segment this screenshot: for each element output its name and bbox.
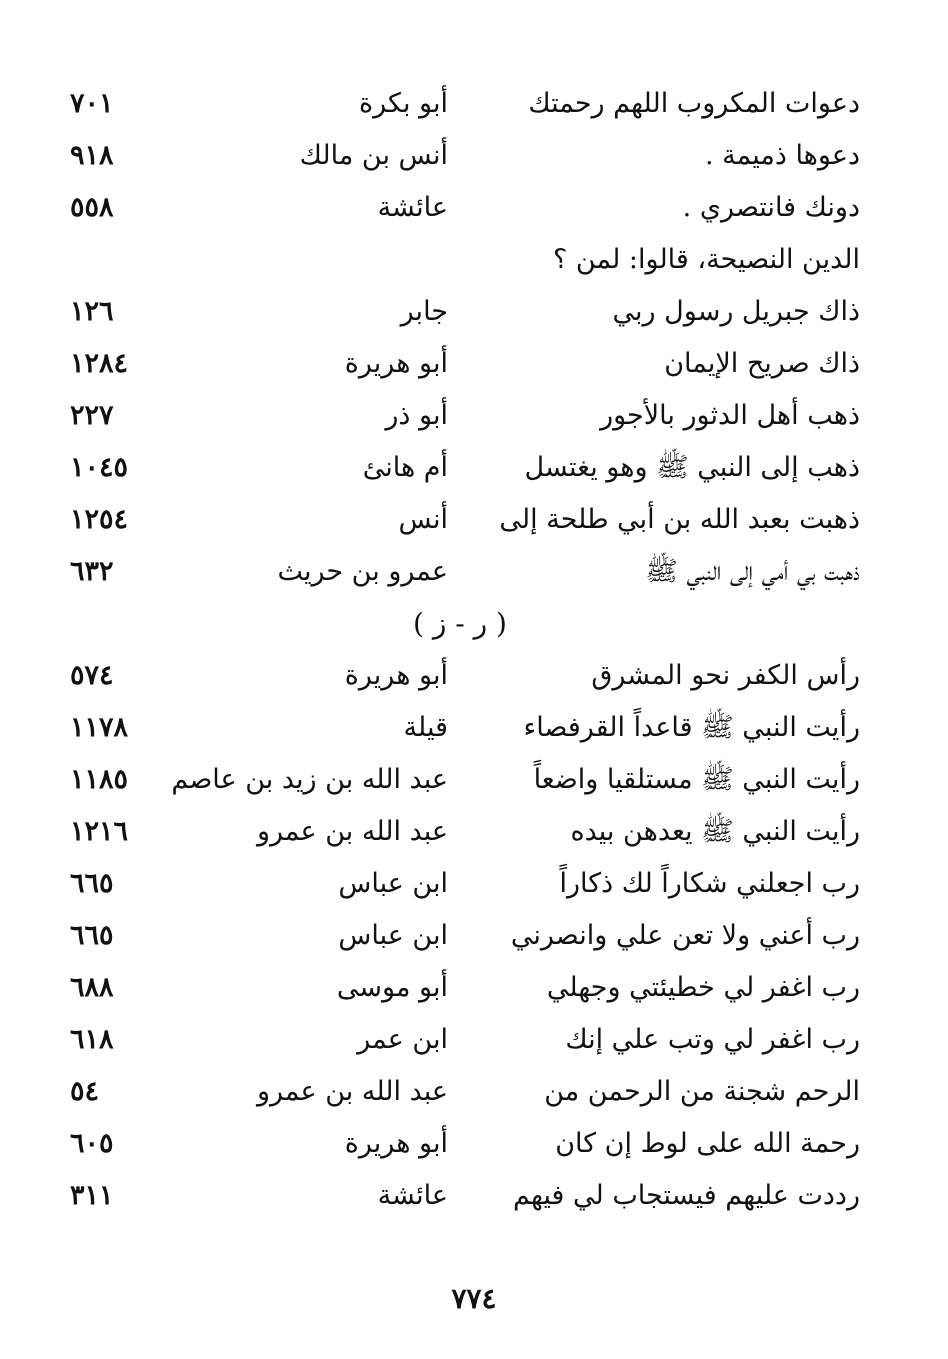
index-table	[60, 78, 860, 1222]
hadith-text: ذاك جبريل رسول ربي	[612, 296, 860, 327]
hadith-text: رب أعني ولا تعن علي وانصرني	[510, 920, 860, 951]
table-row	[60, 806, 860, 858]
hadith-text: رب اغفر لي وتب علي إنك	[565, 1024, 860, 1055]
hadith-text: ذهبت بي أمي إلى النبي ﷺ	[645, 556, 860, 587]
hadith-number: ٦٦٥	[70, 868, 114, 899]
narrator: عبد الله بن زيد بن عاصم	[171, 764, 448, 795]
hadith-text: رأيت النبي ﷺ قاعداً القرفصاء	[523, 712, 860, 743]
table-row	[60, 494, 860, 546]
narrator: ابن عباس	[338, 868, 448, 899]
hadith-number: ٦١٨	[70, 1024, 114, 1055]
hadith-text: دعوات المكروب اللهم رحمتك	[528, 88, 860, 119]
hadith-number: ١٢٨٤	[70, 348, 129, 379]
hadith-number: ١١٧٨	[70, 712, 129, 743]
narrator: أم هانئ	[362, 452, 448, 483]
narrator: أبو بكرة	[358, 88, 448, 119]
hadith-text: دعوها ذميمة .	[704, 140, 860, 171]
narrator: عبد الله بن عمرو	[256, 816, 448, 847]
hadith-text: رأيت النبي ﷺ يعدهن بيده	[570, 816, 860, 847]
table-row	[60, 338, 860, 390]
narrator: عائشة	[377, 192, 448, 223]
hadith-text: رب اغفر لي خطيئتي وجهلي	[546, 972, 860, 1003]
hadith-text: رأس الكفر نحو المشرق	[591, 660, 860, 691]
table-row	[60, 702, 860, 754]
hadith-text: ذهب إلى النبي ﷺ وهو يغتسل	[524, 452, 860, 483]
hadith-number: ٦٦٥	[70, 920, 114, 951]
hadith-text: رب اجعلني شكاراً لك ذكاراً	[559, 868, 860, 899]
narrator: أبو ذر	[385, 400, 448, 431]
hadith-text: رحمة الله على لوط إن كان	[555, 1128, 860, 1159]
narrator: ابن عمر	[357, 1024, 448, 1055]
narrator: أنس بن مالك	[299, 140, 448, 171]
narrator: قيلة	[403, 712, 448, 743]
section-heading: ( ر - ز )	[413, 607, 507, 640]
hadith-text: ذهبت بعبد الله بن أبي طلحة إلى	[499, 504, 860, 535]
hadith-number: ٦٣٢	[70, 556, 114, 587]
hadith-text: دونك فانتصري .	[682, 192, 860, 223]
narrator: عمرو بن حريث	[277, 556, 448, 587]
table-row	[60, 130, 860, 182]
hadith-text: الرحم شجنة من الرحمن من	[544, 1076, 860, 1107]
hadith-number: ١٠٤٥	[70, 452, 129, 483]
hadith-text: رأيت النبي ﷺ مستلقيا واضعاً	[533, 764, 860, 795]
hadith-number: ٩١٨	[70, 140, 114, 171]
table-row	[60, 546, 860, 598]
table-row	[60, 442, 860, 494]
hadith-number: ٥٤	[70, 1076, 100, 1107]
hadith-number: ٦٠٥	[70, 1128, 114, 1159]
hadith-text: ذهب أهل الدثور بالأجور	[600, 400, 860, 431]
narrator: أنس	[398, 504, 448, 535]
narrator: أبو موسى	[336, 972, 448, 1003]
table-row	[60, 1170, 860, 1222]
table-row	[60, 910, 860, 962]
hadith-number: ٣١١	[70, 1180, 114, 1211]
hadith-text: رددت عليهم فيستجاب لي فيهم	[512, 1180, 860, 1211]
table-row	[60, 1066, 860, 1118]
page-number: ٧٧٤	[451, 1282, 497, 1315]
narrator: ابن عباس	[338, 920, 448, 951]
table-row	[60, 1014, 860, 1066]
table-row	[60, 182, 860, 234]
narrator: جابر	[400, 296, 448, 327]
hadith-number: ٢٢٧	[70, 400, 114, 431]
hadith-number: ١٢١٦	[70, 816, 129, 847]
table-row	[60, 754, 860, 806]
table-row	[60, 858, 860, 910]
narrator: عبد الله بن عمرو	[256, 1076, 448, 1107]
table-row	[60, 286, 860, 338]
narrator: أبو هريرة	[344, 348, 448, 379]
hadith-number: ١٢٥٤	[70, 504, 129, 535]
section-heading-row	[60, 598, 860, 650]
hadith-number: ٥٧٤	[70, 660, 114, 691]
table-row	[60, 962, 860, 1014]
hadith-number: ٦٨٨	[70, 972, 114, 1003]
hadith-number: ٥٥٨	[70, 192, 114, 223]
hadith-text: الدين النصيحة، قالوا: لمن ؟	[553, 244, 860, 275]
hadith-text: ذاك صريح الإيمان	[664, 348, 860, 379]
table-row	[60, 78, 860, 130]
table-row	[60, 650, 860, 702]
hadith-number: ٧٠١	[70, 88, 114, 119]
narrator: أبو هريرة	[344, 660, 448, 691]
narrator: أبو هريرة	[344, 1128, 448, 1159]
table-row	[60, 1118, 860, 1170]
table-row	[60, 390, 860, 442]
table-row	[60, 234, 860, 286]
hadith-number: ١٢٦	[70, 296, 114, 327]
narrator: عائشة	[377, 1180, 448, 1211]
hadith-number: ١١٨٥	[70, 764, 129, 795]
